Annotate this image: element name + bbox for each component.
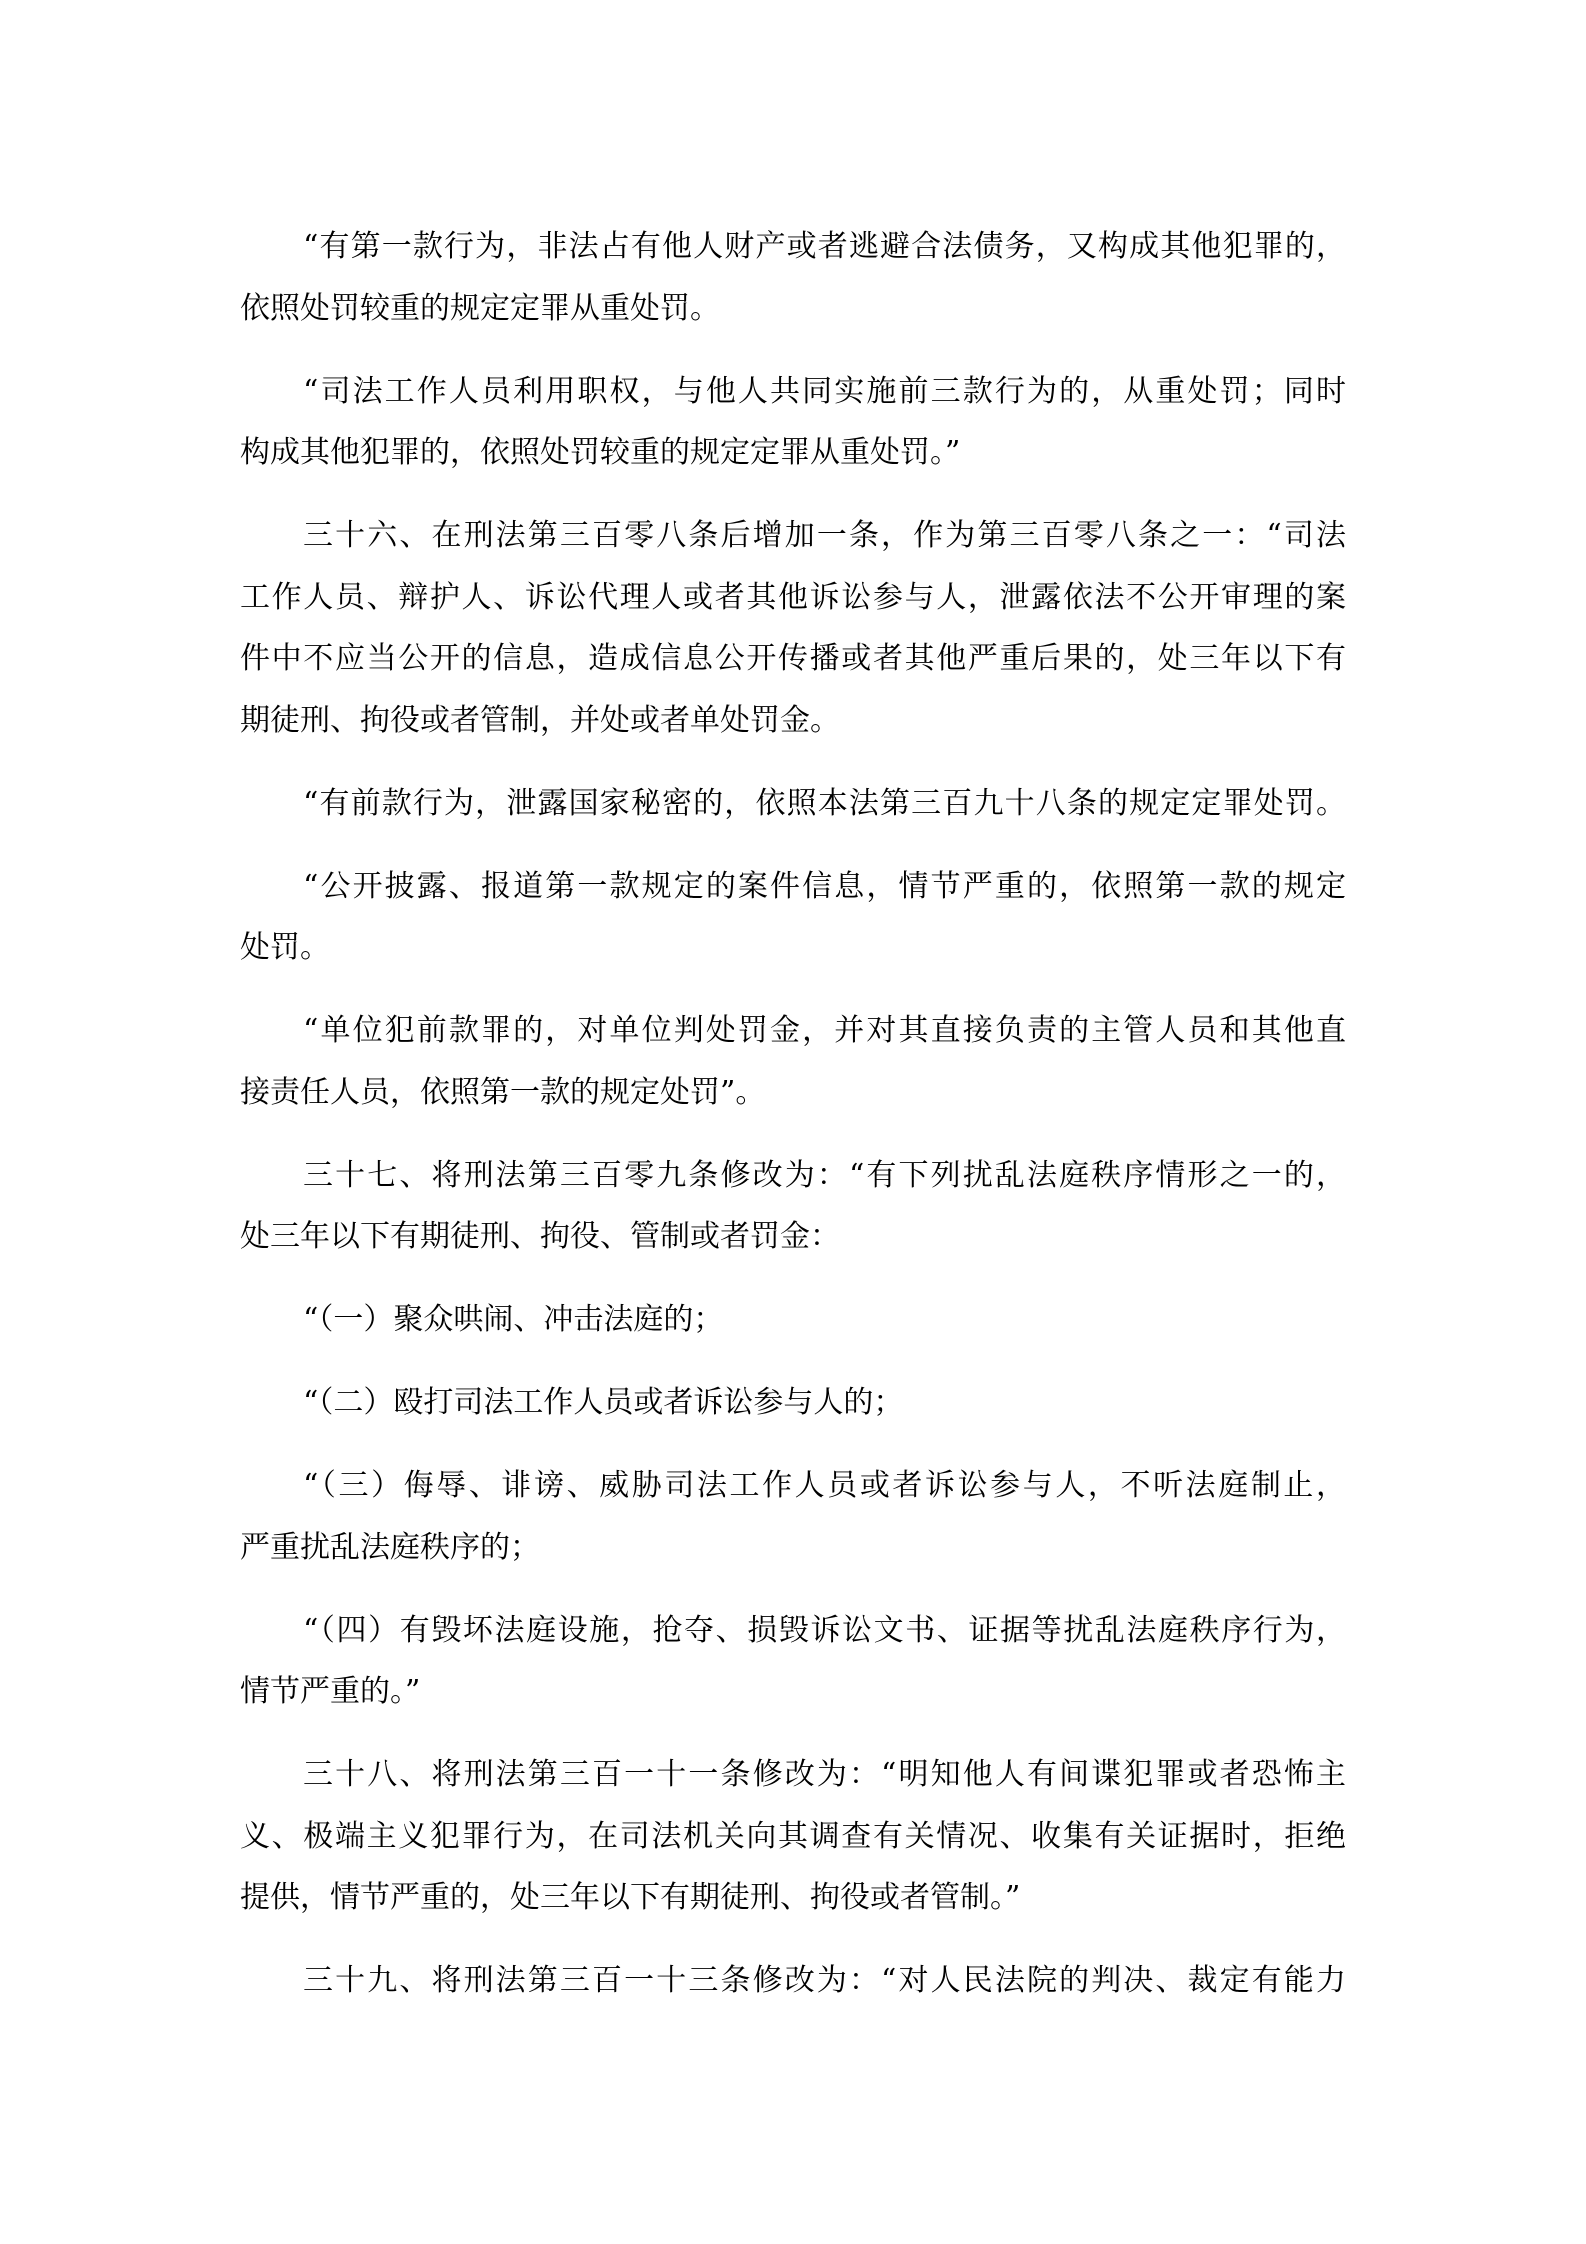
paragraph-article-38	[240, 1744, 1346, 1929]
text-line: 提供，情节严重的，处三年以下有期徒刑、拘役或者管制。”	[240, 1880, 1021, 1915]
text-line: 期徒刑、拘役或者管制，并处或者单处罚金。	[240, 702, 840, 738]
text-line: 依照处罚较重的规定定罪从重处罚。	[240, 290, 720, 326]
paragraph-item-2	[240, 1372, 1346, 1434]
text-line: “（二）殴打司法工作人员或者诉讼参与人的；	[303, 1385, 904, 1420]
text-line: 三十八、将刑法第三百一十一条修改为：“明知他人有间谍犯罪或者恐怖主	[303, 1757, 1346, 1792]
text-line: 工作人员、辩护人、诉讼代理人或者其他诉讼参与人，泄露依法不公开审理的案	[240, 579, 1346, 615]
text-line: 处三年以下有期徒刑、拘役、管制或者罚金：	[240, 1219, 840, 1254]
paragraph-4	[240, 773, 1346, 835]
text-line: 件中不应当公开的信息，造成信息公开传播或者其他严重后果的，处三年以下有	[240, 641, 1346, 676]
document-body	[240, 216, 1346, 2033]
text-line: 三十七、将刑法第三百零九条修改为：“有下列扰乱法庭秩序情形之一的，	[303, 1157, 1346, 1193]
text-line: 义、极端主义犯罪行为，在司法机关向其调查有关情况、收集有关证据时，拒绝	[240, 1818, 1346, 1854]
paragraph-6	[240, 1000, 1346, 1123]
text-line: 三十六、在刑法第三百零八条后增加一条，作为第三百零八条之一：“司法	[303, 518, 1346, 553]
paragraph-5	[240, 856, 1346, 979]
text-line: 构成其他犯罪的，依照处罚较重的规定定罪从重处罚。”	[240, 435, 961, 470]
text-line: “有前款行为，泄露国家秘密的，依照本法第三百九十八条的规定定罪处罚。	[303, 785, 1346, 821]
paragraph-1	[240, 216, 1346, 339]
paragraph-item-4	[240, 1600, 1346, 1723]
paragraph-item-3	[240, 1455, 1346, 1578]
text-line: “司法工作人员利用职权，与他人共同实施前三款行为的，从重处罚；同时	[303, 373, 1346, 409]
text-line: “（一）聚众哄闹、冲击法庭的；	[303, 1302, 724, 1337]
paragraph-item-1	[240, 1289, 1346, 1351]
text-line: “公开披露、报道第一款规定的案件信息，情节严重的，依照第一款的规定	[303, 868, 1346, 904]
text-line: “（三）侮辱、诽谤、威胁司法工作人员或者诉讼参与人，不听法庭制止，	[303, 1468, 1346, 1503]
paragraph-article-37	[240, 1145, 1346, 1268]
text-line: “有第一款行为，非法占有他人财产或者逃避合法债务，又构成其他犯罪的，	[303, 229, 1346, 264]
text-line: 情节严重的。”	[240, 1674, 421, 1709]
text-line: 严重扰乱法庭秩序的；	[240, 1529, 540, 1565]
text-line: 三十九、将刑法第三百一十三条修改为：“对人民法院的判决、裁定有能力	[303, 1963, 1346, 1998]
text-line: 处罚。	[240, 930, 330, 965]
paragraph-article-39	[240, 1950, 1346, 2012]
paragraph-2	[240, 361, 1346, 484]
text-line: “（四）有毁坏法庭设施，抢夺、损毁诉讼文书、证据等扰乱法庭秩序行为，	[303, 1612, 1346, 1648]
text-line: 接责任人员，依照第一款的规定处罚”。	[240, 1074, 766, 1110]
text-line: “单位犯前款罪的，对单位判处罚金，并对其直接负责的主管人员和其他直	[303, 1013, 1346, 1048]
paragraph-article-36	[240, 505, 1346, 751]
